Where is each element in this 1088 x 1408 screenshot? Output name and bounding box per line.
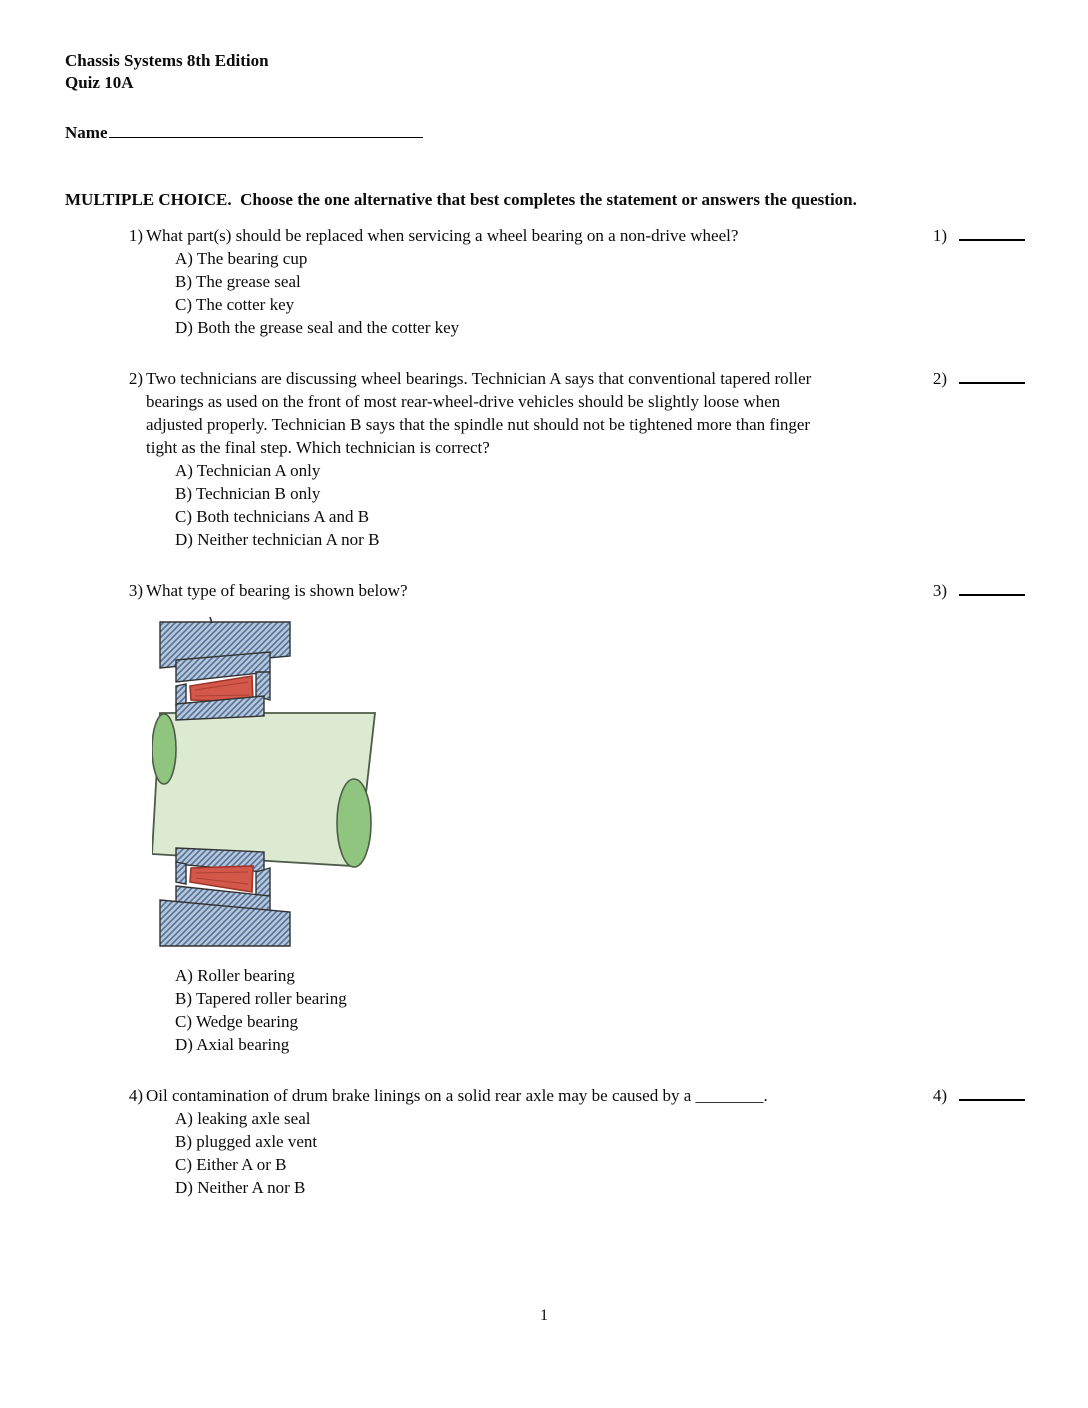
quiz-title: Quiz 10A [65,73,134,92]
answer-number: 3) [932,581,947,600]
bearing-figure [152,616,382,950]
question-number: 4) [128,1086,143,1105]
choices-list [175,1107,837,1199]
answer-blank-line [959,579,1025,596]
name-label: Name [65,123,108,142]
question-text: Two technicians are discussing wheel bearings. Technician A says that conventional tapered roller bearings as used on the front of most rear-wheel-drive vehicles should be slightly loose when adjusted properly. Technician B says that the spindle nut should not be tightened more than finger tight as the final step. Which technician is correct? [146,369,812,457]
question-2 [65,367,1025,551]
name-row [65,120,1025,144]
answer-slot [933,579,1025,602]
choice-option: C) The cotter key [175,295,295,314]
question-text: What type of bearing is shown below? [146,581,408,600]
choice-option: A) Roller bearing [175,966,295,985]
choice-option: C) Both technicians A and B [175,507,370,526]
choice-option: D) Neither technician A nor B [175,530,380,549]
answer-blank-line [959,224,1025,241]
inner-race-top [176,696,264,720]
choice-option: C) Either A or B [175,1155,287,1174]
answer-number: 4) [932,1086,947,1105]
choice-option: D) Neither A nor B [175,1178,306,1197]
shaft-end-cap-left [152,714,176,784]
choice-option: B) Tapered roller bearing [175,989,347,1008]
choice-option: A) The bearing cup [175,249,308,268]
document-title: Chassis Systems 8th Edition [65,51,269,70]
shaft-end-cap-right [337,779,371,867]
answer-slot [933,367,1025,390]
choice-option: A) Technician A only [175,461,321,480]
outer-race-bottom-rib [256,868,270,896]
answer-slot [933,224,1025,247]
choice-option: B) Technician B only [175,484,321,503]
question-4 [65,1084,1025,1199]
question-3 [65,579,1025,1056]
instructions: MULTIPLE CHOICE. Choose the one alternative that best completes the statement or answers the question. [65,190,857,209]
choice-option: C) Wedge bearing [175,1012,298,1031]
choices-list [175,459,837,551]
choice-option: B) plugged axle vent [175,1132,318,1151]
inner-race-bottom-rib [176,862,186,884]
choice-option: B) The grease seal [175,272,301,291]
answer-number: 2) [932,369,947,388]
choices-list [175,964,837,1056]
page-number: 1 [540,1307,548,1324]
choice-option: A) leaking axle seal [175,1109,311,1128]
bearing-diagram [152,616,382,950]
answer-slot [933,1084,1025,1107]
answer-blank-line [959,1084,1025,1101]
question-number: 2) [128,369,143,388]
answer-number: 1) [932,226,947,245]
question-number: 3) [128,581,143,600]
question-number: 1) [128,226,143,245]
question-text: What part(s) should be replaced when servicing a wheel bearing on a non-drive wheel? [146,226,739,245]
name-blank-line [109,120,423,138]
answer-blank-line [959,367,1025,384]
question-1 [65,224,1025,339]
choice-option: D) Both the grease seal and the cotter key [175,318,460,337]
question-text: Oil contamination of drum brake linings on a solid rear axle may be caused by a ________. [146,1086,768,1105]
choice-option: D) Axial bearing [175,1035,290,1054]
choices-list [175,247,837,339]
